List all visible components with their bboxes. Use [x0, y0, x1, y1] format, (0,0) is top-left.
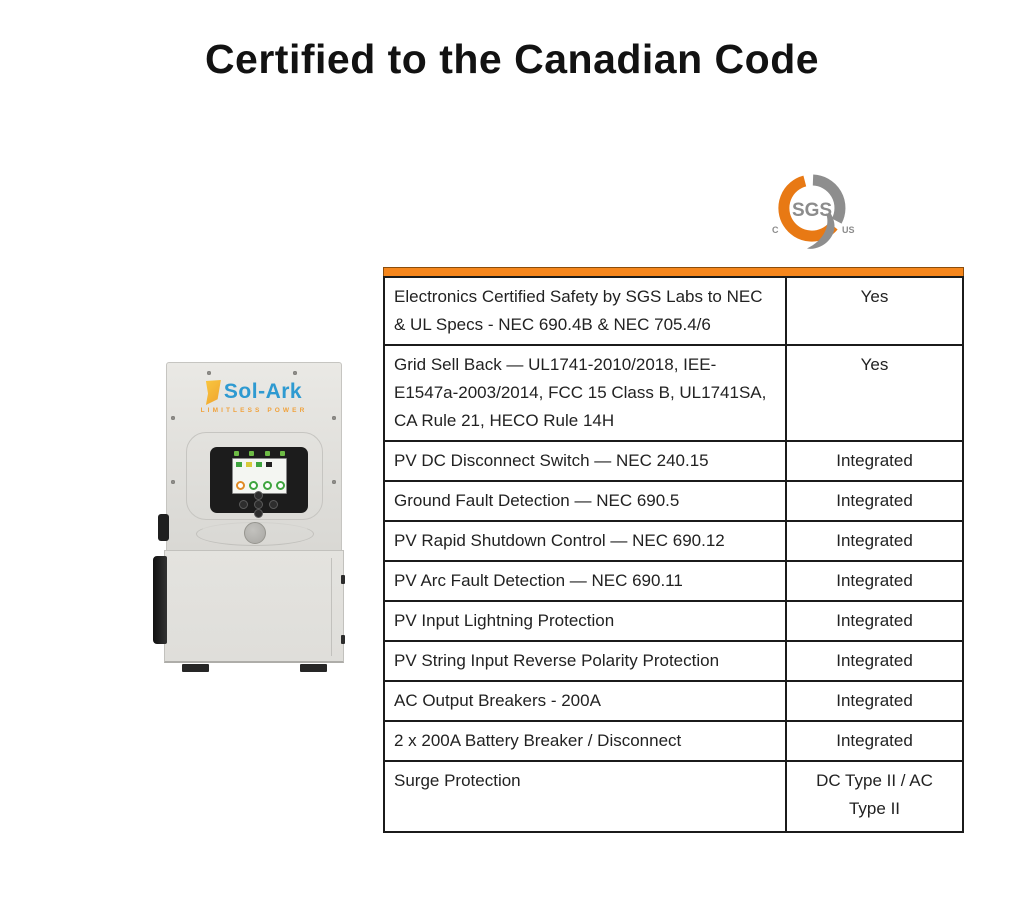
screw-icon [171, 480, 175, 484]
enter-button[interactable] [254, 500, 263, 509]
gauge-icon [249, 481, 258, 490]
foot-pad [300, 664, 327, 672]
table-accent-bar [383, 267, 964, 276]
status-cell: Yes [786, 277, 963, 345]
feature-cell: PV Rapid Shutdown Control — NEC 690.12 [384, 521, 786, 561]
solark-flag-icon [206, 380, 221, 406]
up-button[interactable] [254, 491, 263, 500]
feature-cell: PV Arc Fault Detection — NEC 690.11 [384, 561, 786, 601]
status-cell: Integrated [786, 521, 963, 561]
inverter-product-image [164, 362, 344, 674]
sgs-text: SGS [791, 200, 833, 221]
table-row [384, 641, 963, 681]
feature-cell: AC Output Breakers - 200A [384, 681, 786, 721]
side-handle [153, 556, 167, 644]
display-panel [210, 447, 308, 513]
page-title: Certified to the Canadian Code [204, 36, 820, 82]
center-knob [244, 522, 266, 544]
status-cell: Integrated [786, 721, 963, 761]
table-row [384, 521, 963, 561]
solark-logo [164, 380, 344, 414]
feature-cell: Electronics Certified Safety by SGS Labs to NEC & UL Specs - NEC 690.4B & NEC 705.4/6 [384, 277, 786, 345]
feature-cell: 2 x 200A Battery Breaker / Disconnect [384, 721, 786, 761]
screw-icon [332, 416, 336, 420]
battery-icon [234, 451, 239, 456]
feature-cell: Grid Sell Back — UL1741-2010/2018, IEE-E1547a-2003/2014, FCC 15 Class B, UL1741SA, CA Rule 21, HECO Rule 14H [384, 345, 786, 441]
table-row [384, 481, 963, 521]
table-row [384, 441, 963, 481]
lcd-gauges [236, 481, 285, 490]
lcd-icon [246, 462, 252, 467]
inverter-door-seam [331, 558, 332, 656]
sgs-certification-logo [765, 170, 865, 256]
left-button[interactable] [239, 500, 248, 509]
solark-brand-text: Sol-Ark [223, 380, 303, 403]
grid-icon [265, 451, 270, 456]
side-latch [158, 514, 169, 541]
table-row [384, 561, 963, 601]
status-cell: Integrated [786, 441, 963, 481]
right-button[interactable] [269, 500, 278, 509]
table-row [384, 761, 963, 832]
status-cell: Integrated [786, 561, 963, 601]
lcd-screen [232, 458, 287, 494]
feature-cell: PV String Input Reverse Polarity Protection [384, 641, 786, 681]
screw-icon [293, 371, 297, 375]
lcd-icon [236, 462, 242, 467]
status-cell: DC Type II / AC Type II [786, 761, 963, 832]
status-cell: Integrated [786, 481, 963, 521]
table-row [384, 721, 963, 761]
certification-table [383, 267, 964, 833]
feature-cell: Ground Fault Detection — NEC 690.5 [384, 481, 786, 521]
feature-cell: PV DC Disconnect Switch — NEC 240.15 [384, 441, 786, 481]
spec-table [383, 276, 964, 833]
down-button[interactable] [254, 509, 263, 518]
feature-cell: Surge Protection [384, 761, 786, 832]
sgs-logo-graphic [765, 170, 865, 256]
table-row [384, 345, 963, 441]
lcd-icon [266, 462, 272, 467]
inverter-lower-cabinet [164, 550, 344, 663]
screw-icon [332, 480, 336, 484]
navigation-buttons [210, 495, 308, 513]
solark-tagline: LIMITLESS POWER [200, 407, 308, 414]
hinge-mark [341, 635, 345, 644]
gauge-icon [276, 481, 285, 490]
gauge-icon [263, 481, 272, 490]
table-row [384, 277, 963, 345]
gauge-icon [236, 481, 245, 490]
lcd-icon [256, 462, 262, 467]
solar-icon [249, 451, 254, 456]
sgs-us-mark: US [842, 225, 855, 235]
lcd-status-row [236, 462, 285, 468]
status-cell: Integrated [786, 641, 963, 681]
table-row [384, 681, 963, 721]
status-cell: Yes [786, 345, 963, 441]
table-row [384, 601, 963, 641]
foot-pad [182, 664, 209, 672]
load-icon [280, 451, 285, 456]
status-icons [234, 451, 285, 456]
sgs-c-mark: C [772, 225, 779, 235]
hinge-mark [341, 575, 345, 584]
feature-cell: PV Input Lightning Protection [384, 601, 786, 641]
screw-icon [207, 371, 211, 375]
screw-icon [171, 416, 175, 420]
status-cell: Integrated [786, 681, 963, 721]
status-cell: Integrated [786, 601, 963, 641]
